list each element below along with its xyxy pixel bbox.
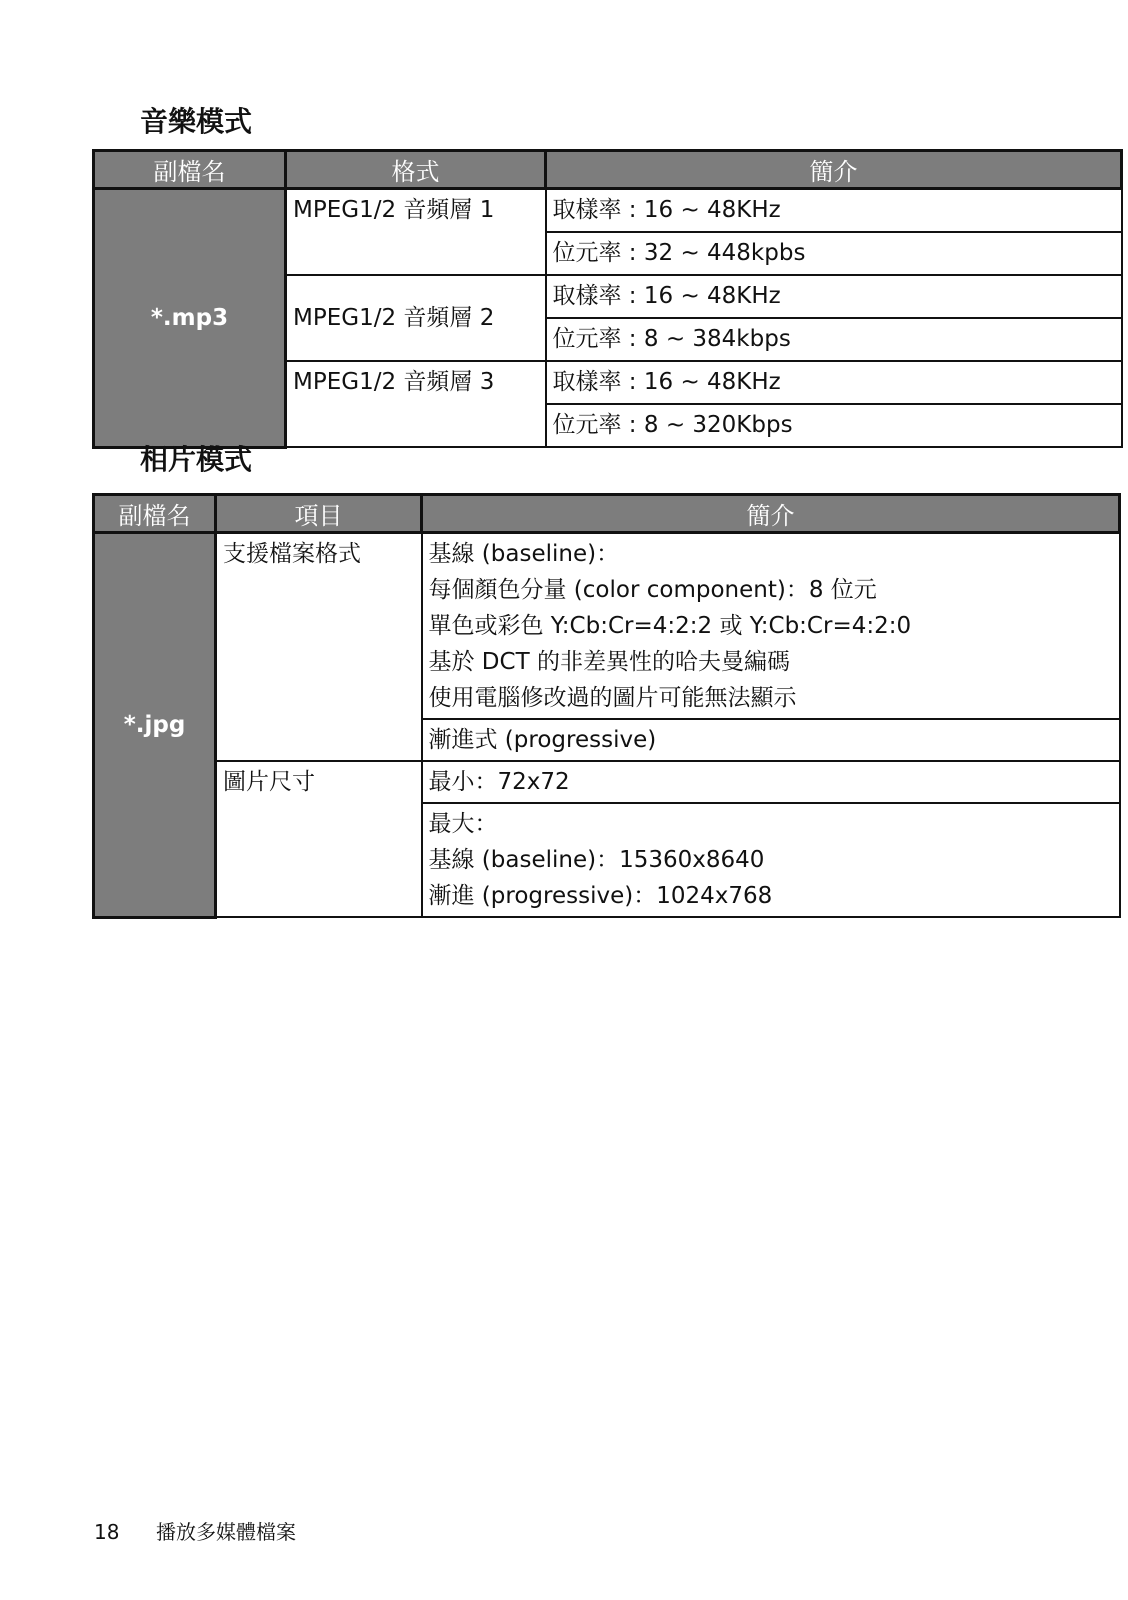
detail-line: 每個顏色分量 (color component)：8 位元: [428, 577, 877, 603]
header-extension: 副檔名: [94, 495, 216, 533]
detail-line: 使用電腦修改過的圖片可能無法顯示: [428, 685, 797, 711]
music-mode-title: 音樂模式: [140, 105, 253, 138]
header-item: 項目: [216, 495, 422, 533]
table-row: [94, 533, 1120, 720]
format-cell: MPEG1/2 音頻層 1: [286, 189, 546, 276]
detail-line: 基線 (baseline)：15360x8640: [428, 847, 765, 873]
detail-line: 最大：: [428, 811, 498, 837]
photo-format-table: [92, 493, 1121, 919]
page-footer: [94, 1516, 296, 1545]
detail-cell: 位元率 : 8 ~ 384kbps: [546, 318, 1122, 361]
music-format-table: [92, 149, 1123, 449]
table-row: [94, 189, 1122, 233]
detail-cell: 最小：72x72: [422, 761, 1120, 803]
detail-cell: [422, 803, 1120, 917]
header-description: 簡介: [546, 151, 1122, 189]
detail-cell: 取樣率 : 16 ~ 48KHz: [546, 189, 1122, 233]
header-description: 簡介: [422, 495, 1120, 533]
table-header-row: [94, 495, 1120, 533]
detail-line: 單色或彩色 Y:Cb:Cr=4:2:2 或 Y:Cb:Cr=4:2:0: [428, 613, 912, 639]
table-row: [94, 761, 1120, 803]
extension-cell: *.jpg: [94, 533, 216, 918]
format-cell: MPEG1/2 音頻層 3: [286, 361, 546, 447]
detail-line: 基於 DCT 的非差異性的哈夫曼編碼: [428, 649, 790, 675]
extension-cell: *.mp3: [94, 189, 286, 448]
detail-line: 基線 (baseline)：: [428, 541, 620, 567]
photo-mode-title: 相片模式: [140, 443, 253, 476]
detail-cell: 漸進式 (progressive): [422, 719, 1120, 761]
detail-cell: 取樣率 : 16 ~ 48KHz: [546, 275, 1122, 318]
item-cell: 支援檔案格式: [216, 533, 422, 762]
header-extension: 副檔名: [94, 151, 286, 189]
chapter-title: 播放多媒體檔案: [156, 1520, 296, 1544]
detail-cell: 取樣率 : 16 ~ 48KHz: [546, 361, 1122, 404]
detail-cell: 位元率 : 32 ~ 448kpbs: [546, 232, 1122, 275]
item-cell: 圖片尺寸: [216, 761, 422, 917]
detail-cell: [422, 533, 1120, 720]
header-format: 格式: [286, 151, 546, 189]
table-header-row: [94, 151, 1122, 189]
format-cell: MPEG1/2 音頻層 2: [286, 275, 546, 361]
detail-line: 漸進 (progressive)：1024x768: [428, 883, 773, 909]
detail-cell: 位元率 : 8 ~ 320Kbps: [546, 404, 1122, 447]
page-number: 18: [94, 1520, 120, 1544]
